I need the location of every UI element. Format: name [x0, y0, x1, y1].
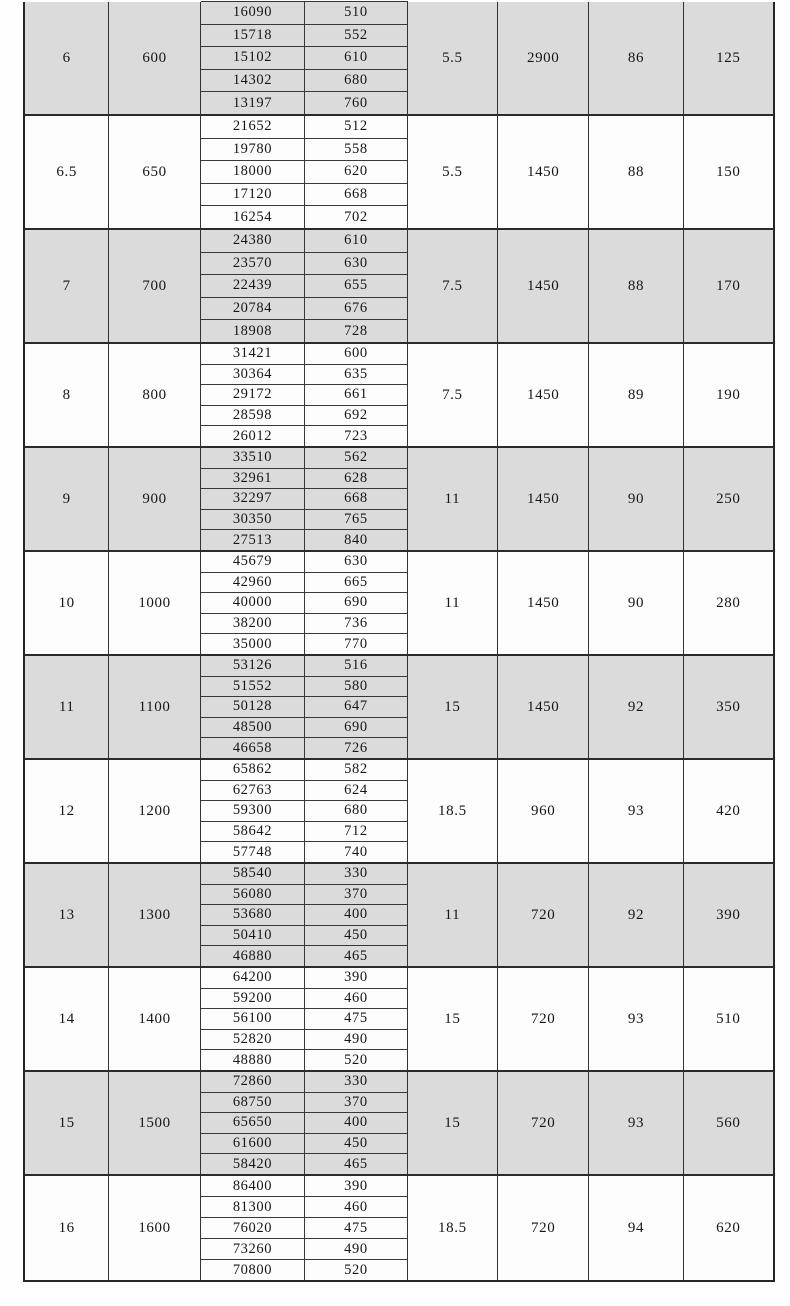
cell-col4: 736: [344, 615, 368, 632]
table-row-group: [25, 2, 773, 116]
subtable: [201, 116, 408, 228]
subtable-row: [201, 1197, 407, 1218]
cell-col3: 15718: [201, 25, 306, 47]
cell-col1: 11: [25, 656, 109, 758]
cell-col1: 16: [25, 1176, 109, 1280]
cell-col3: 18908: [201, 320, 306, 342]
cell-col3: 42960: [201, 573, 306, 593]
cell-col4: 516: [344, 657, 368, 674]
subtable-row: [201, 1218, 407, 1239]
cell-col8: 420: [716, 802, 741, 819]
cell-col3: 13197: [201, 92, 306, 114]
cell-col5: 11: [408, 864, 498, 966]
subtable-row: [201, 92, 407, 114]
cell-col4: 680: [344, 802, 368, 819]
subtable-row: [201, 1093, 407, 1114]
subtable: [201, 656, 408, 758]
table-row-group: [25, 230, 773, 344]
subtable-row: [201, 320, 407, 342]
cell-col3: 38200: [201, 614, 306, 634]
spec-table: [23, 2, 775, 1282]
cell-col1: 12: [25, 760, 109, 862]
subtable-row: [201, 1176, 407, 1197]
table-row-group: [25, 1176, 773, 1280]
cell-col4: 680: [344, 72, 368, 89]
cell-col4: 490: [344, 1031, 368, 1048]
cell-col8: 620: [716, 1219, 741, 1236]
cell-col4: 770: [344, 635, 368, 652]
cell-col5: 18.5: [408, 1176, 498, 1280]
cell-col2: 1400: [109, 968, 200, 1070]
subtable: [201, 552, 408, 654]
cell-col5: 11: [408, 552, 498, 654]
cell-col3: 24380: [201, 230, 306, 252]
subtable-row: [201, 718, 407, 739]
cell-col3: 59300: [201, 801, 306, 821]
cell-col3: 30350: [201, 510, 306, 530]
cell-col8: 250: [716, 490, 741, 507]
cell-col4: 510: [344, 4, 368, 21]
subtable-row: [201, 926, 407, 947]
cell-col4: 475: [344, 1219, 368, 1236]
cell-col4: 692: [344, 407, 368, 424]
cell-col6: 960: [498, 760, 589, 862]
subtable-row: [201, 1134, 407, 1155]
cell-col4: 610: [344, 232, 368, 249]
cell-col2: 900: [109, 448, 200, 550]
cell-col5: 15: [408, 656, 498, 758]
subtable-row: [201, 552, 407, 573]
cell-col3: 32961: [201, 469, 306, 489]
cell-col2: 1200: [109, 760, 200, 862]
table-row-group: [25, 448, 773, 552]
cell-col4: 690: [344, 594, 368, 611]
cell-col7: 86: [589, 2, 683, 114]
subtable-row: [201, 426, 407, 446]
cell-col3: 19780: [201, 139, 306, 161]
cell-col7: 89: [589, 344, 683, 446]
subtable-row: [201, 344, 407, 365]
cell-col6: 720: [498, 864, 589, 966]
cell-col3: 22439: [201, 275, 306, 297]
table-row-group: [25, 864, 773, 968]
cell-col2: 800: [109, 344, 200, 446]
cell-col6: 1450: [498, 448, 589, 550]
cell-col4: 661: [344, 386, 368, 403]
cell-col3: 30364: [201, 365, 306, 385]
cell-col3: 53126: [201, 656, 306, 676]
cell-col4: 665: [344, 573, 368, 590]
subtable-row: [201, 206, 407, 228]
table-row-group: [25, 344, 773, 448]
cell-col4: 712: [344, 823, 368, 840]
cell-col3: 58540: [201, 864, 306, 884]
subtable-row: [201, 614, 407, 635]
cell-col3: 65862: [201, 760, 306, 780]
subtable: [201, 1072, 408, 1174]
subtable-row: [201, 634, 407, 654]
subtable: [201, 1176, 408, 1280]
cell-col6: 1450: [498, 230, 589, 342]
cell-col5: 5.5: [408, 2, 498, 114]
subtable-row: [201, 697, 407, 718]
cell-col6: 2900: [498, 2, 589, 114]
cell-col8: 125: [716, 49, 741, 66]
cell-col3: 40000: [201, 593, 306, 613]
cell-col3: 32297: [201, 489, 306, 509]
cell-col7: 93: [589, 968, 683, 1070]
subtable-row: [201, 530, 407, 550]
cell-col2: 1000: [109, 552, 200, 654]
subtable-row: [201, 1072, 407, 1093]
cell-col3: 59200: [201, 989, 306, 1009]
subtable-row: [201, 1154, 407, 1174]
cell-col3: 14302: [201, 70, 306, 92]
cell-col3: 18000: [201, 161, 306, 183]
subtable-row: [201, 116, 407, 139]
cell-col3: 48500: [201, 718, 306, 738]
cell-col4: 582: [344, 761, 368, 778]
cell-col4: 400: [344, 906, 368, 923]
subtable-row: [201, 1030, 407, 1051]
cell-col4: 330: [344, 1073, 368, 1090]
cell-col4: 460: [344, 1198, 368, 1215]
cell-col4: 558: [344, 140, 368, 157]
cell-col4: 580: [344, 677, 368, 694]
table-row-group: [25, 968, 773, 1072]
subtable-row: [201, 781, 407, 802]
subtable-row: [201, 489, 407, 510]
subtable-row: [201, 738, 407, 758]
cell-col4: 562: [344, 449, 368, 466]
cell-col3: 68750: [201, 1093, 306, 1113]
subtable-row: [201, 1009, 407, 1030]
cell-col3: 16254: [201, 206, 306, 228]
subtable-row: [201, 253, 407, 276]
cell-col3: 86400: [201, 1176, 306, 1196]
subtable-row: [201, 989, 407, 1010]
cell-col1: 15: [25, 1072, 109, 1174]
subtable-row: [201, 822, 407, 843]
cell-col2: 1600: [109, 1176, 200, 1280]
cell-col8: 170: [716, 277, 741, 294]
cell-col4: 600: [344, 345, 368, 362]
cell-col3: 70800: [201, 1260, 306, 1280]
subtable-row: [201, 2, 407, 25]
cell-col1: 6: [25, 2, 109, 114]
cell-col7: 93: [589, 1072, 683, 1174]
cell-col3: 29172: [201, 385, 306, 405]
cell-col6: 720: [498, 1072, 589, 1174]
subtable: [201, 230, 408, 342]
cell-col3: 45679: [201, 552, 306, 572]
subtable-row: [201, 905, 407, 926]
cell-col8: 560: [716, 1114, 741, 1131]
cell-col6: 1450: [498, 344, 589, 446]
subtable-row: [201, 385, 407, 406]
subtable-row: [201, 47, 407, 70]
cell-col3: 65650: [201, 1113, 306, 1133]
cell-col3: 73260: [201, 1239, 306, 1259]
subtable-row: [201, 677, 407, 698]
cell-col3: 17120: [201, 184, 306, 206]
cell-col4: 490: [344, 1240, 368, 1257]
cell-col4: 624: [344, 781, 368, 798]
cell-col3: 35000: [201, 634, 306, 654]
subtable-row: [201, 593, 407, 614]
cell-col4: 668: [344, 490, 368, 507]
cell-col3: 46658: [201, 738, 306, 758]
cell-col8: 150: [716, 163, 741, 180]
subtable-row: [201, 184, 407, 207]
subtable: [201, 968, 408, 1070]
cell-col3: 58420: [201, 1154, 306, 1174]
subtable-row: [201, 656, 407, 677]
cell-col4: 728: [344, 322, 368, 339]
subtable: [201, 864, 408, 966]
subtable-row: [201, 885, 407, 906]
cell-col3: 81300: [201, 1197, 306, 1217]
cell-col2: 1300: [109, 864, 200, 966]
cell-col4: 330: [344, 865, 368, 882]
cell-col2: 650: [109, 116, 200, 228]
cell-col1: 10: [25, 552, 109, 654]
subtable-row: [201, 139, 407, 162]
cell-col5: 15: [408, 1072, 498, 1174]
cell-col4: 647: [344, 698, 368, 715]
cell-col4: 702: [344, 208, 368, 225]
subtable-row: [201, 365, 407, 386]
cell-col8: 390: [716, 906, 741, 923]
subtable: [201, 1, 408, 114]
cell-col1: 14: [25, 968, 109, 1070]
cell-col7: 88: [589, 116, 683, 228]
cell-col4: 630: [344, 254, 368, 271]
cell-col5: 5.5: [408, 116, 498, 228]
subtable-row: [201, 70, 407, 93]
cell-col4: 740: [344, 843, 368, 860]
cell-col7: 90: [589, 552, 683, 654]
cell-col7: 94: [589, 1176, 683, 1280]
cell-col4: 460: [344, 989, 368, 1006]
subtable-row: [201, 801, 407, 822]
cell-col1: 9: [25, 448, 109, 550]
cell-col4: 400: [344, 1114, 368, 1131]
cell-col3: 52820: [201, 1030, 306, 1050]
cell-col3: 72860: [201, 1072, 306, 1092]
cell-col3: 50410: [201, 926, 306, 946]
subtable-row: [201, 1239, 407, 1260]
cell-col3: 27513: [201, 530, 306, 550]
cell-col4: 390: [344, 1177, 368, 1194]
cell-col5: 7.5: [408, 230, 498, 342]
cell-col1: 8: [25, 344, 109, 446]
cell-col5: 7.5: [408, 344, 498, 446]
subtable-row: [201, 760, 407, 781]
cell-col3: 76020: [201, 1218, 306, 1238]
cell-col6: 720: [498, 968, 589, 1070]
subtable-row: [201, 298, 407, 321]
subtable-row: [201, 448, 407, 469]
cell-col4: 465: [344, 1155, 368, 1172]
cell-col4: 465: [344, 947, 368, 964]
cell-col3: 26012: [201, 426, 306, 446]
cell-col8: 510: [716, 1010, 741, 1027]
cell-col3: 16090: [201, 2, 306, 24]
cell-col3: 64200: [201, 968, 306, 988]
subtable-row: [201, 968, 407, 989]
cell-col3: 23570: [201, 253, 306, 275]
cell-col4: 630: [344, 553, 368, 570]
cell-col7: 92: [589, 864, 683, 966]
table-row-group: [25, 760, 773, 864]
table-row-group: [25, 552, 773, 656]
subtable-row: [201, 864, 407, 885]
cell-col3: 51552: [201, 677, 306, 697]
cell-col5: 18.5: [408, 760, 498, 862]
cell-col8: 190: [716, 386, 741, 403]
cell-col8: 280: [716, 594, 741, 611]
table-row-group: [25, 1072, 773, 1176]
cell-col4: 690: [344, 719, 368, 736]
subtable-row: [201, 275, 407, 298]
table-row-group: [25, 116, 773, 230]
cell-col2: 1100: [109, 656, 200, 758]
cell-col4: 628: [344, 469, 368, 486]
subtable-row: [201, 1113, 407, 1134]
cell-col1: 13: [25, 864, 109, 966]
cell-col8: 350: [716, 698, 741, 715]
cell-col4: 635: [344, 365, 368, 382]
cell-col4: 726: [344, 739, 368, 756]
cell-col4: 450: [344, 927, 368, 944]
cell-col3: 31421: [201, 344, 306, 364]
cell-col4: 655: [344, 277, 368, 294]
cell-col4: 610: [344, 49, 368, 66]
cell-col4: 475: [344, 1010, 368, 1027]
subtable-row: [201, 161, 407, 184]
cell-col1: 7: [25, 230, 109, 342]
cell-col3: 56100: [201, 1009, 306, 1029]
subtable-row: [201, 406, 407, 427]
subtable-row: [201, 573, 407, 594]
cell-col4: 390: [344, 969, 368, 986]
cell-col4: 520: [344, 1051, 368, 1068]
cell-col6: 1450: [498, 552, 589, 654]
cell-col3: 61600: [201, 1134, 306, 1154]
cell-col2: 700: [109, 230, 200, 342]
cell-col4: 760: [344, 94, 368, 111]
subtable: [201, 448, 408, 550]
cell-col3: 21652: [201, 116, 306, 138]
cell-col4: 450: [344, 1135, 368, 1152]
cell-col7: 92: [589, 656, 683, 758]
cell-col7: 90: [589, 448, 683, 550]
subtable-row: [201, 1260, 407, 1280]
cell-col6: 1450: [498, 656, 589, 758]
subtable-row: [201, 946, 407, 966]
subtable-row: [201, 510, 407, 531]
cell-col3: 28598: [201, 406, 306, 426]
cell-col2: 600: [109, 2, 200, 114]
cell-col4: 512: [344, 118, 368, 135]
cell-col6: 720: [498, 1176, 589, 1280]
cell-col7: 88: [589, 230, 683, 342]
cell-col4: 370: [344, 885, 368, 902]
table-row-group: [25, 656, 773, 760]
cell-col2: 1500: [109, 1072, 200, 1174]
subtable-row: [201, 1050, 407, 1070]
cell-col4: 765: [344, 511, 368, 528]
cell-col3: 53680: [201, 905, 306, 925]
cell-col3: 46880: [201, 946, 306, 966]
subtable-row: [201, 25, 407, 48]
subtable-row: [201, 230, 407, 253]
cell-col3: 58642: [201, 822, 306, 842]
subtable: [201, 760, 408, 862]
cell-col3: 20784: [201, 298, 306, 320]
cell-col4: 620: [344, 163, 368, 180]
cell-col3: 50128: [201, 697, 306, 717]
subtable-row: [201, 469, 407, 490]
cell-col3: 57748: [201, 842, 306, 862]
cell-col3: 15102: [201, 47, 306, 69]
cell-col4: 520: [344, 1261, 368, 1278]
cell-col7: 93: [589, 760, 683, 862]
cell-col5: 15: [408, 968, 498, 1070]
cell-col1: 6.5: [25, 116, 109, 228]
cell-col3: 48880: [201, 1050, 306, 1070]
cell-col3: 56080: [201, 885, 306, 905]
cell-col4: 723: [344, 427, 368, 444]
subtable: [201, 344, 408, 446]
cell-col4: 676: [344, 300, 368, 317]
cell-col4: 370: [344, 1093, 368, 1110]
cell-col3: 33510: [201, 448, 306, 468]
cell-col3: 62763: [201, 781, 306, 801]
cell-col6: 1450: [498, 116, 589, 228]
cell-col5: 11: [408, 448, 498, 550]
cell-col4: 552: [344, 26, 368, 43]
subtable-row: [201, 842, 407, 862]
cell-col4: 840: [344, 531, 368, 548]
cell-col4: 668: [344, 186, 368, 203]
